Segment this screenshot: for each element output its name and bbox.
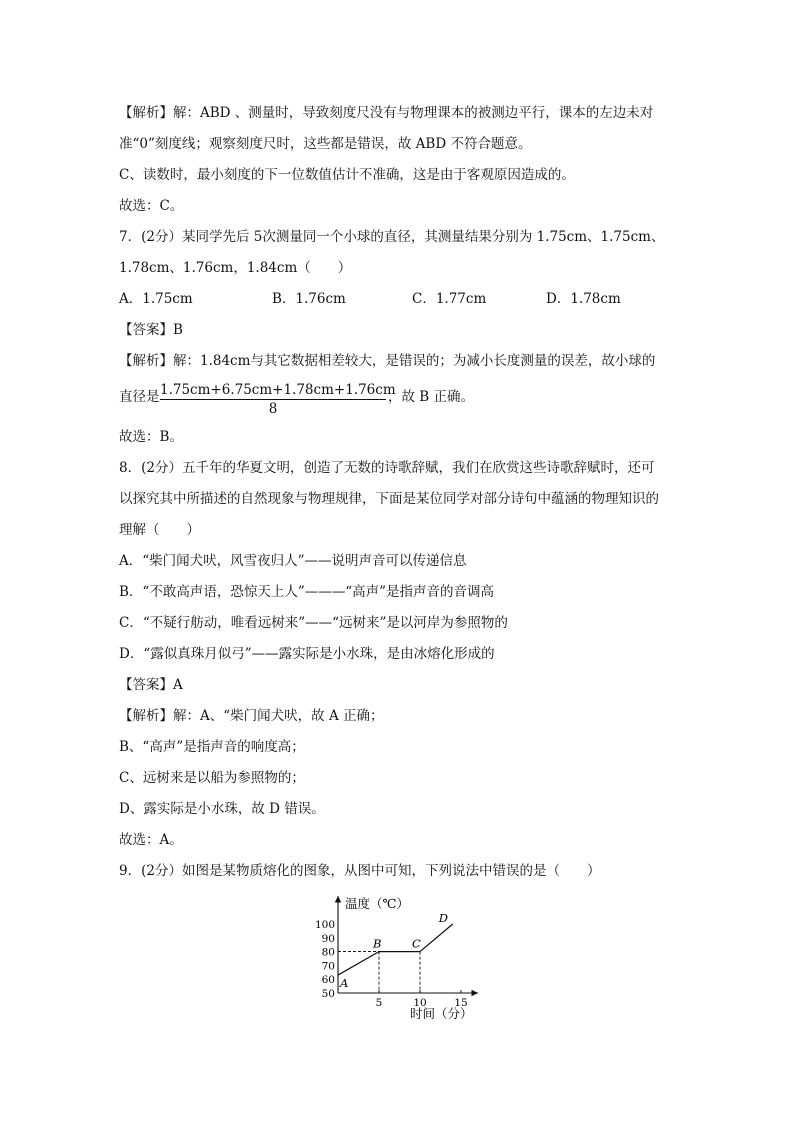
question-8-option-c: C．“不疑行舫动，唯看远树来”——“远树来”是以河岸为参照物的 xyxy=(119,615,508,631)
y-tick-label: 90 xyxy=(321,932,335,945)
fraction-numerator: 1.75cm+6.75cm+1.78cm+1.76cm xyxy=(160,382,396,398)
point-label-c: C xyxy=(412,936,421,951)
answer-7: 【答案】B xyxy=(119,322,183,338)
question-8-line-2: 以探究其中所描述的自然现象与物理规律，下面是某位同学对部分诗句中蕴涵的物理知识的 xyxy=(119,491,659,507)
analysis-6-line-3: C、读数时，最小刻度的下一位数值估计不准确，这是由于客观原因造成的。 xyxy=(119,167,575,183)
question-7-option-d: D．1.78cm xyxy=(546,291,621,307)
question-7-line-1: 7．(2分）某同学先后 5次测量同一个小球的直径，其测量结果分别为 1.75cm、1.75cm、 xyxy=(119,229,665,245)
question-7-option-b: B．1.76cm xyxy=(272,291,346,307)
fraction-bar xyxy=(160,399,386,400)
x-axis-label: 时间（分） xyxy=(410,1006,473,1021)
y-tick-label: 50 xyxy=(321,988,335,1000)
analysis-8-line-3: C、远树来是以船为参照物的； xyxy=(119,770,305,786)
x-tick-label: 10 xyxy=(413,997,427,1009)
analysis-8-line-1: 【解析】解：A、“柴门闻犬吠，故 A 正确； xyxy=(119,708,384,724)
answer-8: 【答案】A xyxy=(119,677,183,693)
question-8-option-d: D．“露似真珠月似弓”——露实际是小水珠，是由冰熔化形成的 xyxy=(119,646,495,662)
y-tick-label: 60 xyxy=(321,974,335,987)
x-tick-label: 15 xyxy=(454,997,468,1009)
question-7-line-2: 1.78cm、1.76cm，1.84cm（ ） xyxy=(119,260,352,276)
analysis-8-line-4: D、露实际是小水珠，故 D 错误。 xyxy=(119,801,325,817)
question-8-line-1: 8．(2分）五千年的华夏文明，创造了无数的诗歌辞赋，我们在欣赏这些诗歌辞赋时，还可 xyxy=(119,460,655,476)
fraction-denominator: 8 xyxy=(268,401,278,417)
question-9-line-1: 9．(2分）如图是某物质熔化的图象，从图中可知，下列说法中错误的是（ ） xyxy=(119,863,601,879)
analysis-7-suffix: ，故 B 正确。 xyxy=(388,389,475,405)
analysis-8-line-2: B、“高声”是指声音的响度高； xyxy=(119,739,305,755)
analysis-6-line-1: 【解析】解：ABD 、测量时，导致刻度尺没有与物理课本的被测边平行，课本的左边未对 xyxy=(119,105,654,121)
y-tick-label: 70 xyxy=(321,960,335,973)
melting-curve-segment xyxy=(420,924,453,952)
point-label-d: D xyxy=(438,911,449,925)
answer-8-conclusion: 故选：A。 xyxy=(119,832,183,848)
x-tick-label: 5 xyxy=(375,997,383,1009)
analysis-7-line-1: 【解析】解：1.84cm与其它数据相差较大，是错误的；为减小长度测量的误差，故小球的 xyxy=(119,353,656,369)
question-8-line-3: 理解（ ） xyxy=(119,522,200,538)
melting-graph-svg xyxy=(300,888,500,1028)
point-label-a: A xyxy=(340,976,349,991)
y-tick-label: 100 xyxy=(314,919,335,931)
answer-7-conclusion: 故选：B。 xyxy=(119,429,183,445)
point-label-b: B xyxy=(373,936,382,951)
question-7-option-c: C．1.77cm xyxy=(412,291,487,307)
y-tick-label: 80 xyxy=(321,946,335,959)
diameter-fraction xyxy=(160,382,396,418)
analysis-7-prefix: 直径是 xyxy=(119,389,160,405)
question-8-option-b: B．“不敢高声语，恐惊天上人”———“高声”是指声音的音调高 xyxy=(119,584,495,600)
question-7-option-a: A．1.75cm xyxy=(119,291,193,307)
melting-graph xyxy=(300,888,500,1028)
analysis-6-line-2: 准“0”刻度线；观察刻度尺时，这些都是错误，故 ABD 不符合题意。 xyxy=(119,136,532,152)
answer-6-conclusion: 故选：C。 xyxy=(119,198,184,214)
y-axis-label: 温度（℃） xyxy=(345,896,409,911)
melting-curve-segment xyxy=(338,952,379,975)
question-8-option-a: A．“柴门闻犬吠，风雪夜归人”——说明声音可以传递信息 xyxy=(119,553,467,569)
